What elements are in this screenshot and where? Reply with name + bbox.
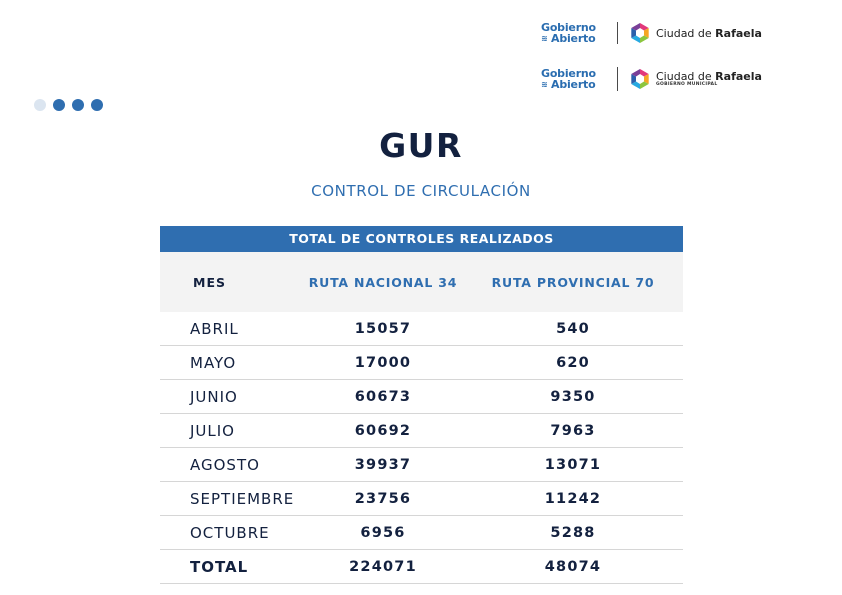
cell-rn34: 39937 — [354, 456, 412, 473]
cell-total-label: TOTAL — [190, 557, 249, 576]
cell-mes: MAYO — [190, 353, 237, 372]
ciudad-rafaela-logo — [628, 22, 762, 44]
cell-rp70: 7963 — [550, 422, 596, 439]
table-row — [160, 516, 683, 550]
rafaela-hexagon-icon — [628, 22, 652, 44]
gobierno-abierto-logo — [541, 22, 609, 44]
controls-table — [160, 226, 683, 584]
gobierno-abierto-logo — [541, 68, 609, 90]
slide-dots — [34, 99, 103, 111]
rafaela-text: Rafaela — [715, 26, 762, 40]
rafaela-hexagon-icon — [628, 67, 652, 91]
waves-icon: ≋ — [541, 33, 548, 43]
cell-rn34: 60692 — [354, 422, 412, 439]
cell-rp70: 13071 — [544, 456, 602, 473]
cell-mes: AGOSTO — [190, 455, 260, 474]
gobierno-abierto-line1: Gobierno — [541, 22, 596, 34]
logo-row-bottom — [541, 66, 762, 92]
waves-icon: ≋ — [541, 79, 548, 89]
gobierno-municipal-text: GOBIERNO MUNICIPAL — [656, 81, 718, 87]
gobierno-abierto-line1: Gobierno — [541, 67, 596, 80]
cell-rp70: 5288 — [550, 524, 596, 541]
cell-rn34: 6956 — [360, 524, 406, 541]
table-total-row — [160, 550, 683, 584]
table-banner: TOTAL DE CONTROLES REALIZADOS — [160, 226, 683, 252]
logo-row-top — [541, 22, 762, 44]
cell-total-rp70: 48074 — [544, 558, 602, 575]
page-subtitle: CONTROL DE CIRCULACIÓN — [311, 182, 531, 200]
cell-rp70: 540 — [556, 320, 590, 337]
gobierno-abierto-line2: Abierto — [551, 78, 596, 91]
cell-rn34: 60673 — [354, 388, 412, 405]
cell-rn34: 17000 — [354, 354, 412, 371]
cell-rp70: 620 — [556, 354, 590, 371]
ciudad-rafaela-logo — [628, 67, 762, 91]
ciudad-de-text: Ciudad de — [656, 69, 712, 83]
cell-mes: SEPTIEMBRE — [190, 489, 295, 508]
table-row — [160, 380, 683, 414]
cell-mes: OCTUBRE — [190, 523, 270, 542]
cell-rp70: 9350 — [550, 388, 596, 405]
dot-indicator — [53, 99, 65, 111]
table-row — [160, 414, 683, 448]
cell-mes: JULIO — [190, 421, 235, 440]
cell-total-rn34: 224071 — [349, 558, 417, 575]
table-row — [160, 346, 683, 380]
cell-rp70: 11242 — [544, 490, 602, 507]
table-row — [160, 482, 683, 516]
logo-divider — [617, 22, 618, 44]
header-ruta-nacional-34: RUTA NACIONAL 34 — [308, 274, 458, 290]
cell-mes: ABRIL — [190, 319, 239, 338]
ciudad-de-text: Ciudad de — [656, 26, 712, 40]
dot-indicator — [34, 99, 46, 111]
cell-rn34: 15057 — [354, 320, 412, 337]
page-title: GUR — [379, 126, 463, 165]
gobierno-abierto-line2: Abierto — [551, 32, 596, 44]
dot-indicator — [72, 99, 84, 111]
rafaela-text: Rafaela — [715, 69, 762, 83]
table-header-row — [160, 252, 683, 312]
dot-indicator — [91, 99, 103, 111]
cell-mes: JUNIO — [190, 387, 238, 406]
header-ruta-provincial-70: RUTA PROVINCIAL 70 — [491, 274, 655, 290]
cell-rn34: 23756 — [354, 490, 412, 507]
table-row — [160, 312, 683, 346]
header-mes: MES — [193, 274, 226, 290]
table-row — [160, 448, 683, 482]
logo-divider — [617, 67, 618, 91]
